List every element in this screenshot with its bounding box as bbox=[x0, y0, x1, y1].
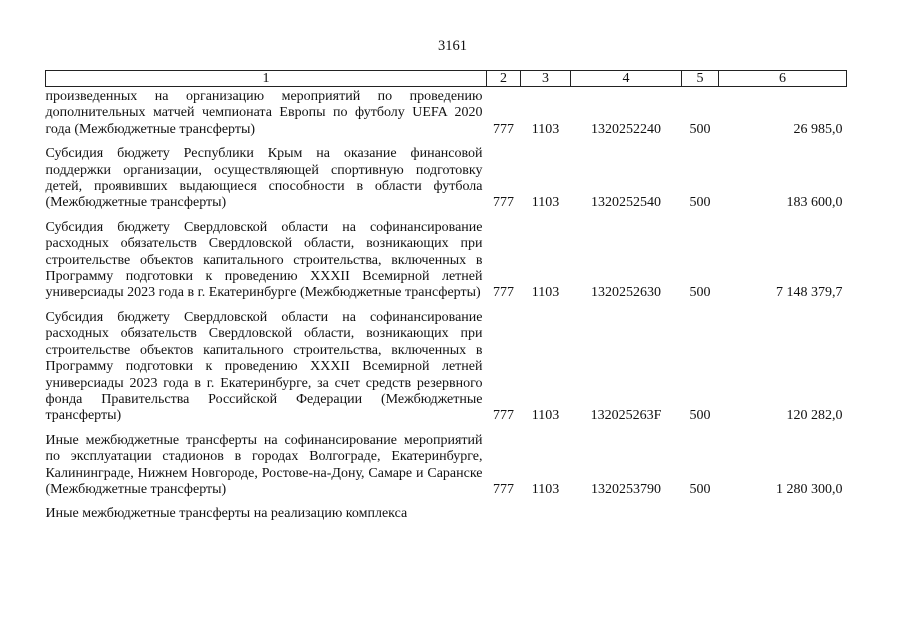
row-amount: 1 280 300,0 bbox=[776, 481, 843, 497]
row-expense-type: 500 bbox=[689, 285, 711, 301]
column-header: 5 bbox=[682, 71, 719, 87]
table-row bbox=[46, 212, 847, 302]
row-description: Иные межбюджетные трансферты на софинансирование мероприятий по эксплуатации стадионов в городах Волгограде, Екатеринбурге, Калининграде, Нижнем Новгороде, Ростове-на-Дону, Самаре и Саранске (Межбюджетные трансферты) bbox=[45, 432, 483, 497]
row-section-code: 1103 bbox=[531, 285, 560, 301]
row-section-code: 1103 bbox=[531, 121, 560, 137]
row-expense-type: 500 bbox=[689, 408, 711, 424]
budget-table bbox=[45, 70, 847, 523]
row-ministry-code: 777 bbox=[493, 481, 514, 497]
table-row bbox=[46, 138, 847, 212]
column-header: 3 bbox=[521, 71, 571, 87]
row-target-code: 1320252540 bbox=[591, 195, 661, 211]
row-section-code: 1103 bbox=[531, 195, 560, 211]
row-description: Субсидия бюджету Свердловской области на софинансирование расходных обязательств Свердловской области, возникающих при строительстве объектов капитального строительства, включенных в Программу подготовки к проведению XXXII Всемирной летней универсиады 2023 года в г. Екатеринбурге, за счет средств резервного фонда Правительства Российской Федерации (Межбюджетные трансферты) bbox=[45, 309, 483, 424]
table-header bbox=[46, 71, 847, 87]
row-section-code: 1103 bbox=[531, 481, 560, 497]
row-description: Субсидия бюджету Свердловской области на софинансирование расходных обязательств Свердловской области, возникающих при строительстве объектов капитального строительства, включенных в Программу подготовки к проведению XXXII Всемирной летней универсиады 2023 года в г. Екатеринбурге (Межбюджетные трансферты) bbox=[45, 219, 483, 301]
row-section-code bbox=[521, 498, 571, 522]
row-ministry-code: 777 bbox=[493, 408, 514, 424]
row-amount: 183 600,0 bbox=[786, 195, 843, 211]
table-row bbox=[46, 425, 847, 499]
row-description: Субсидия бюджету Республики Крым на оказание финансовой поддержки организации, осуществляющей спортивную подготовку детей, проявивших выдающиеся способности в области футбола (Межбюджетные трансферты) bbox=[45, 146, 483, 211]
row-target-code: 1320253790 bbox=[591, 481, 661, 497]
table-row bbox=[46, 498, 847, 522]
column-header: 6 bbox=[719, 71, 847, 87]
column-header: 2 bbox=[487, 71, 521, 87]
row-ministry-code bbox=[487, 498, 521, 522]
row-target-code: 132025263F bbox=[590, 408, 662, 424]
row-description: произведенных на организацию мероприятий по проведению дополнительных матчей чемпионата Европы по футболу UEFA 2020 года (Межбюджетные трансферты) bbox=[45, 89, 483, 137]
row-target-code: 1320252240 bbox=[591, 121, 661, 137]
row-ministry-code: 777 bbox=[493, 121, 514, 137]
row-description: Иные межбюджетные трансферты на реализацию комплекса bbox=[45, 506, 408, 522]
table-body bbox=[46, 87, 847, 523]
column-header: 1 bbox=[46, 71, 487, 87]
page-number: 3161 bbox=[438, 38, 467, 54]
table-row bbox=[46, 302, 847, 425]
row-section-code: 1103 bbox=[531, 408, 560, 424]
row-expense-type bbox=[682, 498, 719, 522]
row-amount bbox=[719, 498, 847, 522]
row-expense-type: 500 bbox=[689, 195, 711, 211]
column-header: 4 bbox=[571, 71, 682, 87]
row-expense-type: 500 bbox=[689, 121, 711, 137]
row-target-code bbox=[571, 498, 682, 522]
row-amount: 26 985,0 bbox=[793, 121, 843, 137]
row-target-code: 1320252630 bbox=[591, 285, 661, 301]
table-row bbox=[46, 87, 847, 139]
row-ministry-code: 777 bbox=[493, 285, 514, 301]
row-amount: 120 282,0 bbox=[786, 408, 843, 424]
header-row bbox=[46, 71, 847, 87]
row-amount: 7 148 379,7 bbox=[776, 285, 843, 301]
row-expense-type: 500 bbox=[689, 481, 711, 497]
row-ministry-code: 777 bbox=[493, 195, 514, 211]
